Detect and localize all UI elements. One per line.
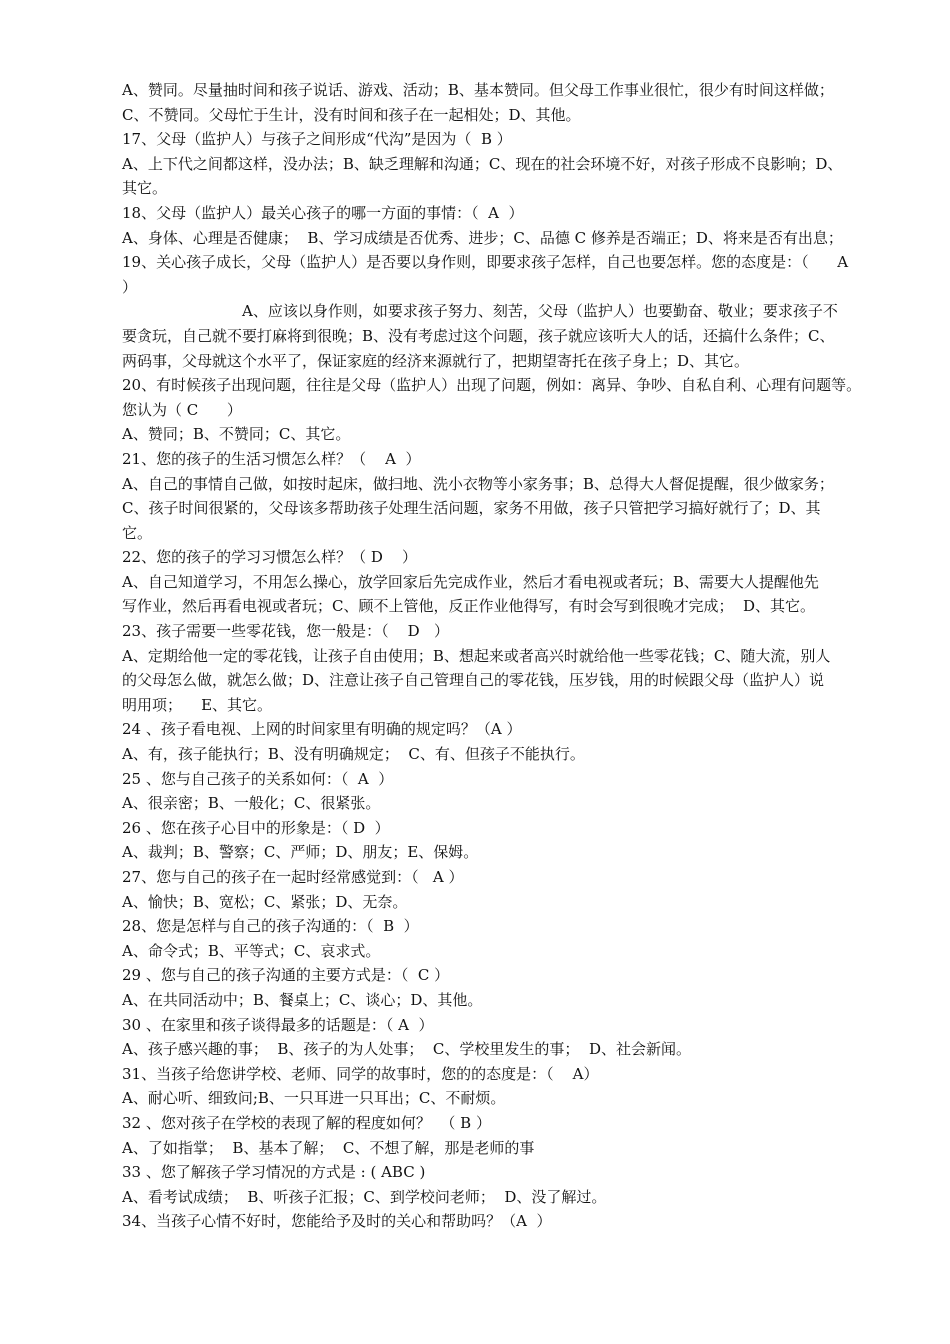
options-21-cont-1: C、孩子时间很紧的，父母该多帮助孩子处理生活问题，家务不用做，孩子只管把学习搞好就行了；D、其 (122, 499, 821, 518)
question-31: 31、当孩子给您讲学校、老师、同学的故事时，您的的态度是：（ A） (122, 1064, 599, 1083)
question-28: 28、您是怎样与自己的孩子沟通的：（ B ） (122, 917, 419, 936)
options-24: A、有，孩子能执行；B、没有明确规定； C、有、但孩子不能执行。 (122, 745, 585, 764)
options-21-cont-2: 它。 (122, 523, 153, 542)
question-33: 33 、您了解孩子学习情况的方式是 : ( ABC ) (122, 1163, 426, 1182)
question-19: 19、关心孩子成长，父母（监护人）是否要以身作则，即要求孩子怎样，自己也要怎样。您的态度是：（ A (122, 253, 849, 272)
options-22-cont: 写作业，然后再看电视或者玩；C、顾不上管他，反正作业他得写，有时会写到很晚才完成； D、其它。 (122, 597, 816, 616)
question-24: 24 、孩子看电视、上网的时间家里有明确的规定吗？（A ） (122, 720, 522, 739)
options-23-cont-1: 的父母怎么做，就怎么做；D、注意让孩子自己管理自己的零花钱，压岁钱，用的时候跟父母（监护人）说 (122, 671, 825, 690)
question-30: 30 、在家里和孩子谈得最多的话题是：（ A ） (122, 1015, 434, 1034)
options-19: A、应该以身作则，如要求孩子努力、刻苦，父母（监护人）也要勤奋、敬业；要求孩子不 (242, 302, 838, 321)
options-17-cont: 其它。 (122, 179, 168, 198)
question-17: 17、父母（监护人）与孩子之间形成“代沟”是因为（ B ） (122, 130, 512, 149)
question-29: 29 、您与自己的孩子沟通的主要方式是：（ C ） (122, 966, 450, 985)
options-20: A、赞同；B、不赞同；C、其它。 (122, 425, 351, 444)
question-20-cont: 您认为（ C ） (122, 400, 242, 419)
options-27: A、愉快；B、宽松；C、紧张；D、无奈。 (122, 892, 408, 911)
question-34: 34、当孩子心情不好时，您能给予及时的关心和帮助吗？（A ） (122, 1212, 552, 1231)
options-23-cont-2: 明用项； E、其它。 (122, 695, 273, 714)
options-19-cont-1: 要贪玩，自己就不要打麻将到很晚；B、没有考虑过这个问题，孩子就应该听大人的话，还搞什么条件；C、 (122, 326, 835, 345)
options-22: A、自己知道学习，不用怎么操心，放学回家后先完成作业，然后才看电视或者玩；B、需要大人提醒他先 (122, 572, 819, 591)
options-21: A、自己的事情自己做，如按时起床，做扫地、洗小衣物等小家务事；B、总得大人督促提醒，很少做家务； (122, 474, 834, 493)
option-line-q16: A、赞同。尽量抽时间和孩子说话、游戏、活动；B、基本赞同。但父母工作事业很忙，很少有时间这样做； (122, 81, 834, 99)
question-27: 27、您与自己的孩子在一起时经常感觉到：（ A ） (122, 868, 464, 886)
options-18: A、身体、心理是否健康； B、学习成绩是否优秀、进步；C、品德 C 修养是否端正；D、将来是否有出息； (122, 228, 843, 247)
options-31: A、耐心听、细致问;B、一只耳进一只耳出；C、不耐烦。 (122, 1089, 506, 1108)
options-28: A、命令式；B、平等式；C、哀求式。 (122, 941, 381, 960)
options-25: A、很亲密；B、一般化；C、很紧张。 (122, 794, 381, 813)
option-line-q16-cont: C、不赞同。父母忙于生计，没有时间和孩子在一起相处；D、其他。 (122, 105, 581, 124)
question-20: 20、有时候孩子出现问题，往往是父母（监护人）出现了问题，例如：离异、争吵、自私自利、心理有问题等。 (122, 376, 862, 395)
question-26: 26 、您在孩子心目中的形象是：（ D ） (122, 818, 390, 837)
question-18: 18、父母（监护人）最关心孩子的哪一方面的事情：（ A ） (122, 203, 524, 222)
options-23: A、定期给他一定的零花钱，让孩子自由使用；B、想起来或者高兴时就给他一些零花钱；C、随大流，别人 (122, 646, 831, 665)
question-19-cont: ） (122, 277, 138, 296)
options-17: A、上下代之间都这样，没办法；B、缺乏理解和沟通；C、现在的社会环境不好，对孩子形成不良影响；D、 (122, 154, 843, 173)
question-22: 22、您的孩子的学习习惯怎么样？（ D ） (122, 548, 417, 567)
question-25: 25 、您与自己孩子的关系如何：（ A ） (122, 769, 394, 788)
options-26: A、裁判；B、警察；C、严师；D、朋友；E、保姆。 (122, 843, 479, 862)
options-33: A、看考试成绩； B、听孩子汇报；C、到学校问老师； D、没了解过。 (122, 1187, 607, 1206)
question-32: 32 、您对孩子在学校的表现了解的程度如何？ （ B ） (122, 1113, 491, 1132)
options-19-cont-2: 两码事，父母就这个水平了，保证家庭的经济来源就行了，把期望寄托在孩子身上；D、其它。 (122, 351, 750, 370)
options-29: A、在共同活动中；B、餐桌上；C、谈心；D、其他。 (122, 990, 483, 1009)
options-30: A、孩子感兴趣的事； B、孩子的为人处事； C、学校里发生的事； D、社会新闻。 (122, 1040, 691, 1059)
options-32: A、了如指掌； B、基本了解； C、不想了解，那是老师的事 (122, 1138, 535, 1157)
question-21: 21、您的孩子的生活习惯怎么样？（ A ） (122, 449, 421, 468)
question-23: 23、孩子需要一些零花钱，您一般是：（ D ） (122, 622, 449, 641)
